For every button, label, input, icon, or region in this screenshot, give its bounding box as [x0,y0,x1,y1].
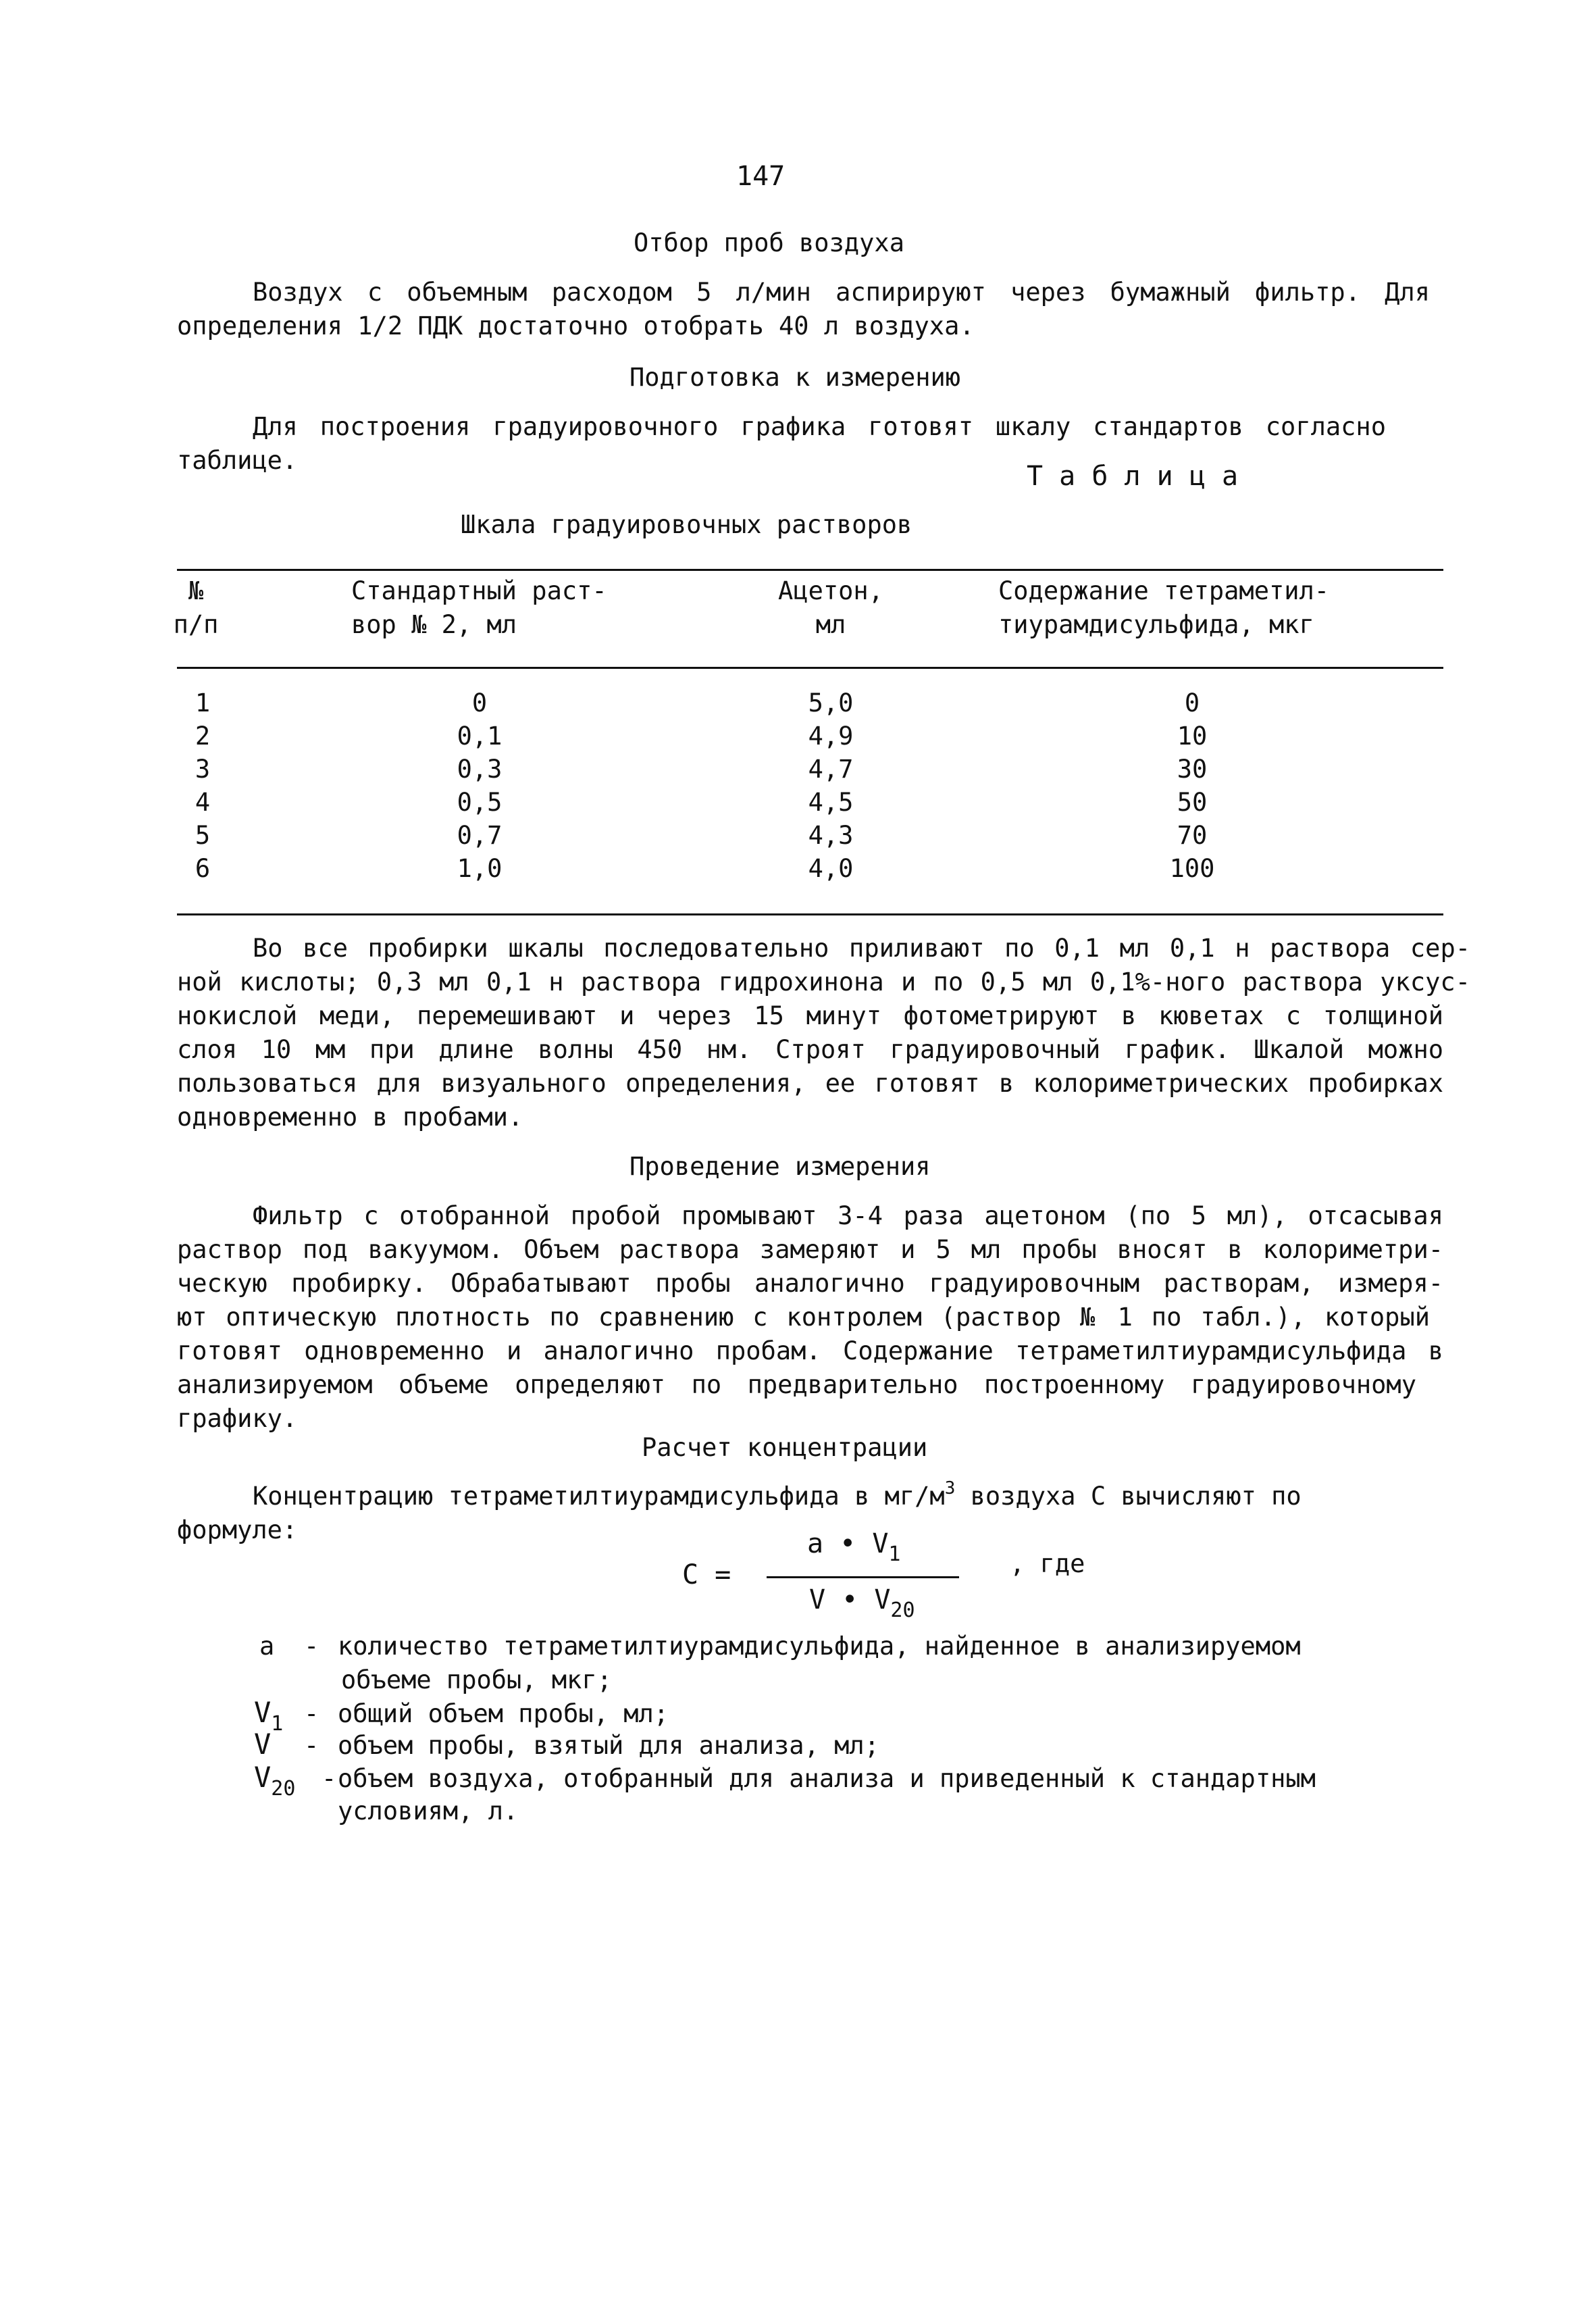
header-standard-solution [351,574,607,642]
header-content [998,574,1329,642]
definition-text: количество тетраметилтиурамдисульфида, найденное в анализируемом [338,1632,1301,1661]
table-cell: 6 [195,854,211,883]
formula-fraction-bar [767,1576,959,1578]
table-column-standard [432,686,527,885]
measurement-line-2: раствор под вакуумом. Объем раствора замеряют и 5 мл пробы вносят в колориметри- [177,1235,1443,1264]
measurement-line-5: готовят одновременно и аналогично пробам. Содержание тетраметилтиурамдисульфида в [177,1336,1443,1365]
measurement-paragraph [177,1199,1443,1436]
heading-calculation: Расчет концентрации [642,1433,928,1462]
table-cell: 1,0 [457,854,503,883]
header-standard-solution-line-2: вор № 2, мл [351,610,517,639]
calculation-line-2: формуле: [177,1515,298,1544]
scale-paragraph [177,932,1470,1134]
heading-preparation: Подготовка к измерению [629,363,961,392]
table-cell: 1 [195,688,211,718]
table-column-acetone [783,686,878,885]
header-acetone [756,574,905,642]
header-content-line-1: Содержание тетраметил- [998,576,1330,605]
heading-measurement: Проведение измерения [629,1152,931,1181]
table-cell: 4,5 [808,788,854,817]
calculation-line-1-rest: воздуха С вычисляют по [955,1482,1302,1511]
definition-symbol-main: V [254,1761,272,1794]
table-cell: 30 [1177,755,1208,784]
formula-denominator-sub: 20 [890,1599,915,1622]
table-cell: 100 [1169,854,1215,883]
formula-numerator-sub: 1 [888,1542,901,1566]
scale-line-1: Во все пробирки шкалы последовательно приливают по 0,1 мл 0,1 н раствора сер- [253,934,1470,963]
definition-symbol-main: V [254,1728,272,1761]
definition-text: общий объем пробы, мл; [338,1699,669,1728]
definition-v20 [254,1761,1316,1801]
table-cell: 0 [471,688,488,718]
definition-v20-continuation: условиям, л. [338,1796,519,1826]
definition-a [259,1630,1301,1663]
measurement-line-7: графику. [177,1404,298,1433]
formula-lhs: C = [682,1559,731,1590]
heading-sampling: Отбор проб воздуха [634,228,904,257]
definition-dash: - [304,1632,319,1661]
table-cell: 3 [195,755,211,784]
definition-symbol: a [259,1632,275,1661]
measurement-line-3: ческую пробирку. Обрабатывают пробы аналогично градуировочным растворам, измеря- [177,1269,1443,1298]
definition-symbol-main: V [254,1696,272,1729]
calculation-line-1 [253,1480,1302,1516]
header-content-line-2: тиурамдисульфида, мкг [998,610,1314,639]
formula-denominator-text: V • V [809,1584,891,1615]
measurement-line-6: анализируемом объеме определяют по предварительно построенному градуировочному [177,1370,1416,1399]
table-cell: 0,1 [457,722,503,751]
table-cell: 5,0 [808,688,854,718]
table-cell: 5 [195,821,211,850]
table-header-rule [177,667,1443,669]
header-acetone-line-1: Ацетон, [778,576,883,605]
definition-symbol-sub: 20 [271,1777,296,1801]
page-number: 147 [736,161,786,192]
table-bottom-rule [177,913,1443,915]
definition-dash: - [304,1731,319,1760]
header-number [162,574,230,642]
preparation-line-2: таблице. [177,446,298,475]
scale-line-5: пользоваться для визуального определения, ее готовят в колориметрических пробирках [177,1069,1443,1098]
header-standard-solution-line-1: Стандартный раст- [351,576,607,605]
table-label: Т а б л и ц а [1027,461,1239,492]
formula-numerator-text: a • V [807,1528,889,1559]
scale-line-2: ной кислоты; 0,3 мл 0,1 н раствора гидрохинона и по 0,5 мл 0,1%-ного раствора уксус- [177,967,1470,997]
measurement-line-4: ют оптическую плотность по сравнению с контролем (раствор № 1 по табл.), который [177,1303,1430,1332]
table-cell: 0,5 [457,788,503,817]
definition-text: объем воздуха, отобранный для анализа и приведенный к стандартным [338,1764,1316,1793]
sampling-line-1: Воздух с объемным расходом 5 л/мин аспирируют через бумажный фильтр. Для [253,278,1430,307]
table-cell: 70 [1177,821,1208,850]
table-cell: 4,3 [808,821,854,850]
sampling-paragraph [177,276,1430,343]
definition-text: объем пробы, взятый для анализа, мл; [338,1731,879,1760]
definition-dash: - [304,1699,319,1728]
sampling-line-2: определения 1/2 ПДК достаточно отобрать 40 л воздуха. [177,311,975,341]
table-cell: 4,0 [808,854,854,883]
scale-line-4: слоя 10 мм при длине волны 450 нм. Строят градуировочный график. Шкалой можно [177,1035,1443,1064]
formula-suffix: , где [1010,1549,1085,1578]
definition-a-continuation: объеме пробы, мкг; [341,1665,612,1694]
table-cell: 50 [1177,788,1208,817]
cubic-superscript: 3 [944,1478,956,1499]
table-cell: 4 [195,788,211,817]
definition-v [254,1728,879,1763]
table-cell: 0 [1184,688,1200,718]
formula-denominator [809,1584,915,1622]
header-acetone-line-2: мл [815,610,846,639]
table-column-content [1141,686,1243,885]
table-cell: 10 [1177,722,1208,751]
table-cell: 0,7 [457,821,503,850]
definition-symbol-sub: 1 [271,1712,284,1736]
header-number-line-1: № [188,576,204,605]
definition-symbol [254,1761,321,1801]
table-title: Шкала градуировочных растворов [461,510,912,539]
measurement-line-1: Фильтр с отобранной пробой промывают 3-4 раза ацетоном (по 5 мл), отсасывая [253,1201,1443,1230]
table-top-rule [177,569,1443,571]
header-number-line-2: п/п [173,610,219,639]
preparation-line-1: Для построения градуировочного графика готовят шкалу стандартов согласно [253,412,1386,441]
definition-dash: - [321,1764,337,1793]
table-cell: 4,9 [808,722,854,751]
table-column-number [179,686,226,885]
table-cell: 0,3 [457,755,503,784]
calculation-line-1-text: Концентрацию тетраметилтиурамдисульфида в мг/м [253,1482,945,1511]
definition-symbol [254,1728,304,1761]
scale-line-6: одновременно в пробами. [177,1103,523,1132]
table-cell: 2 [195,722,211,751]
scale-line-3: нокислой меди, перемешивают и через 15 минут фотометрируют в кюветах с толщиной [177,1001,1443,1030]
formula-numerator [807,1528,901,1566]
table-cell: 4,7 [808,755,854,784]
